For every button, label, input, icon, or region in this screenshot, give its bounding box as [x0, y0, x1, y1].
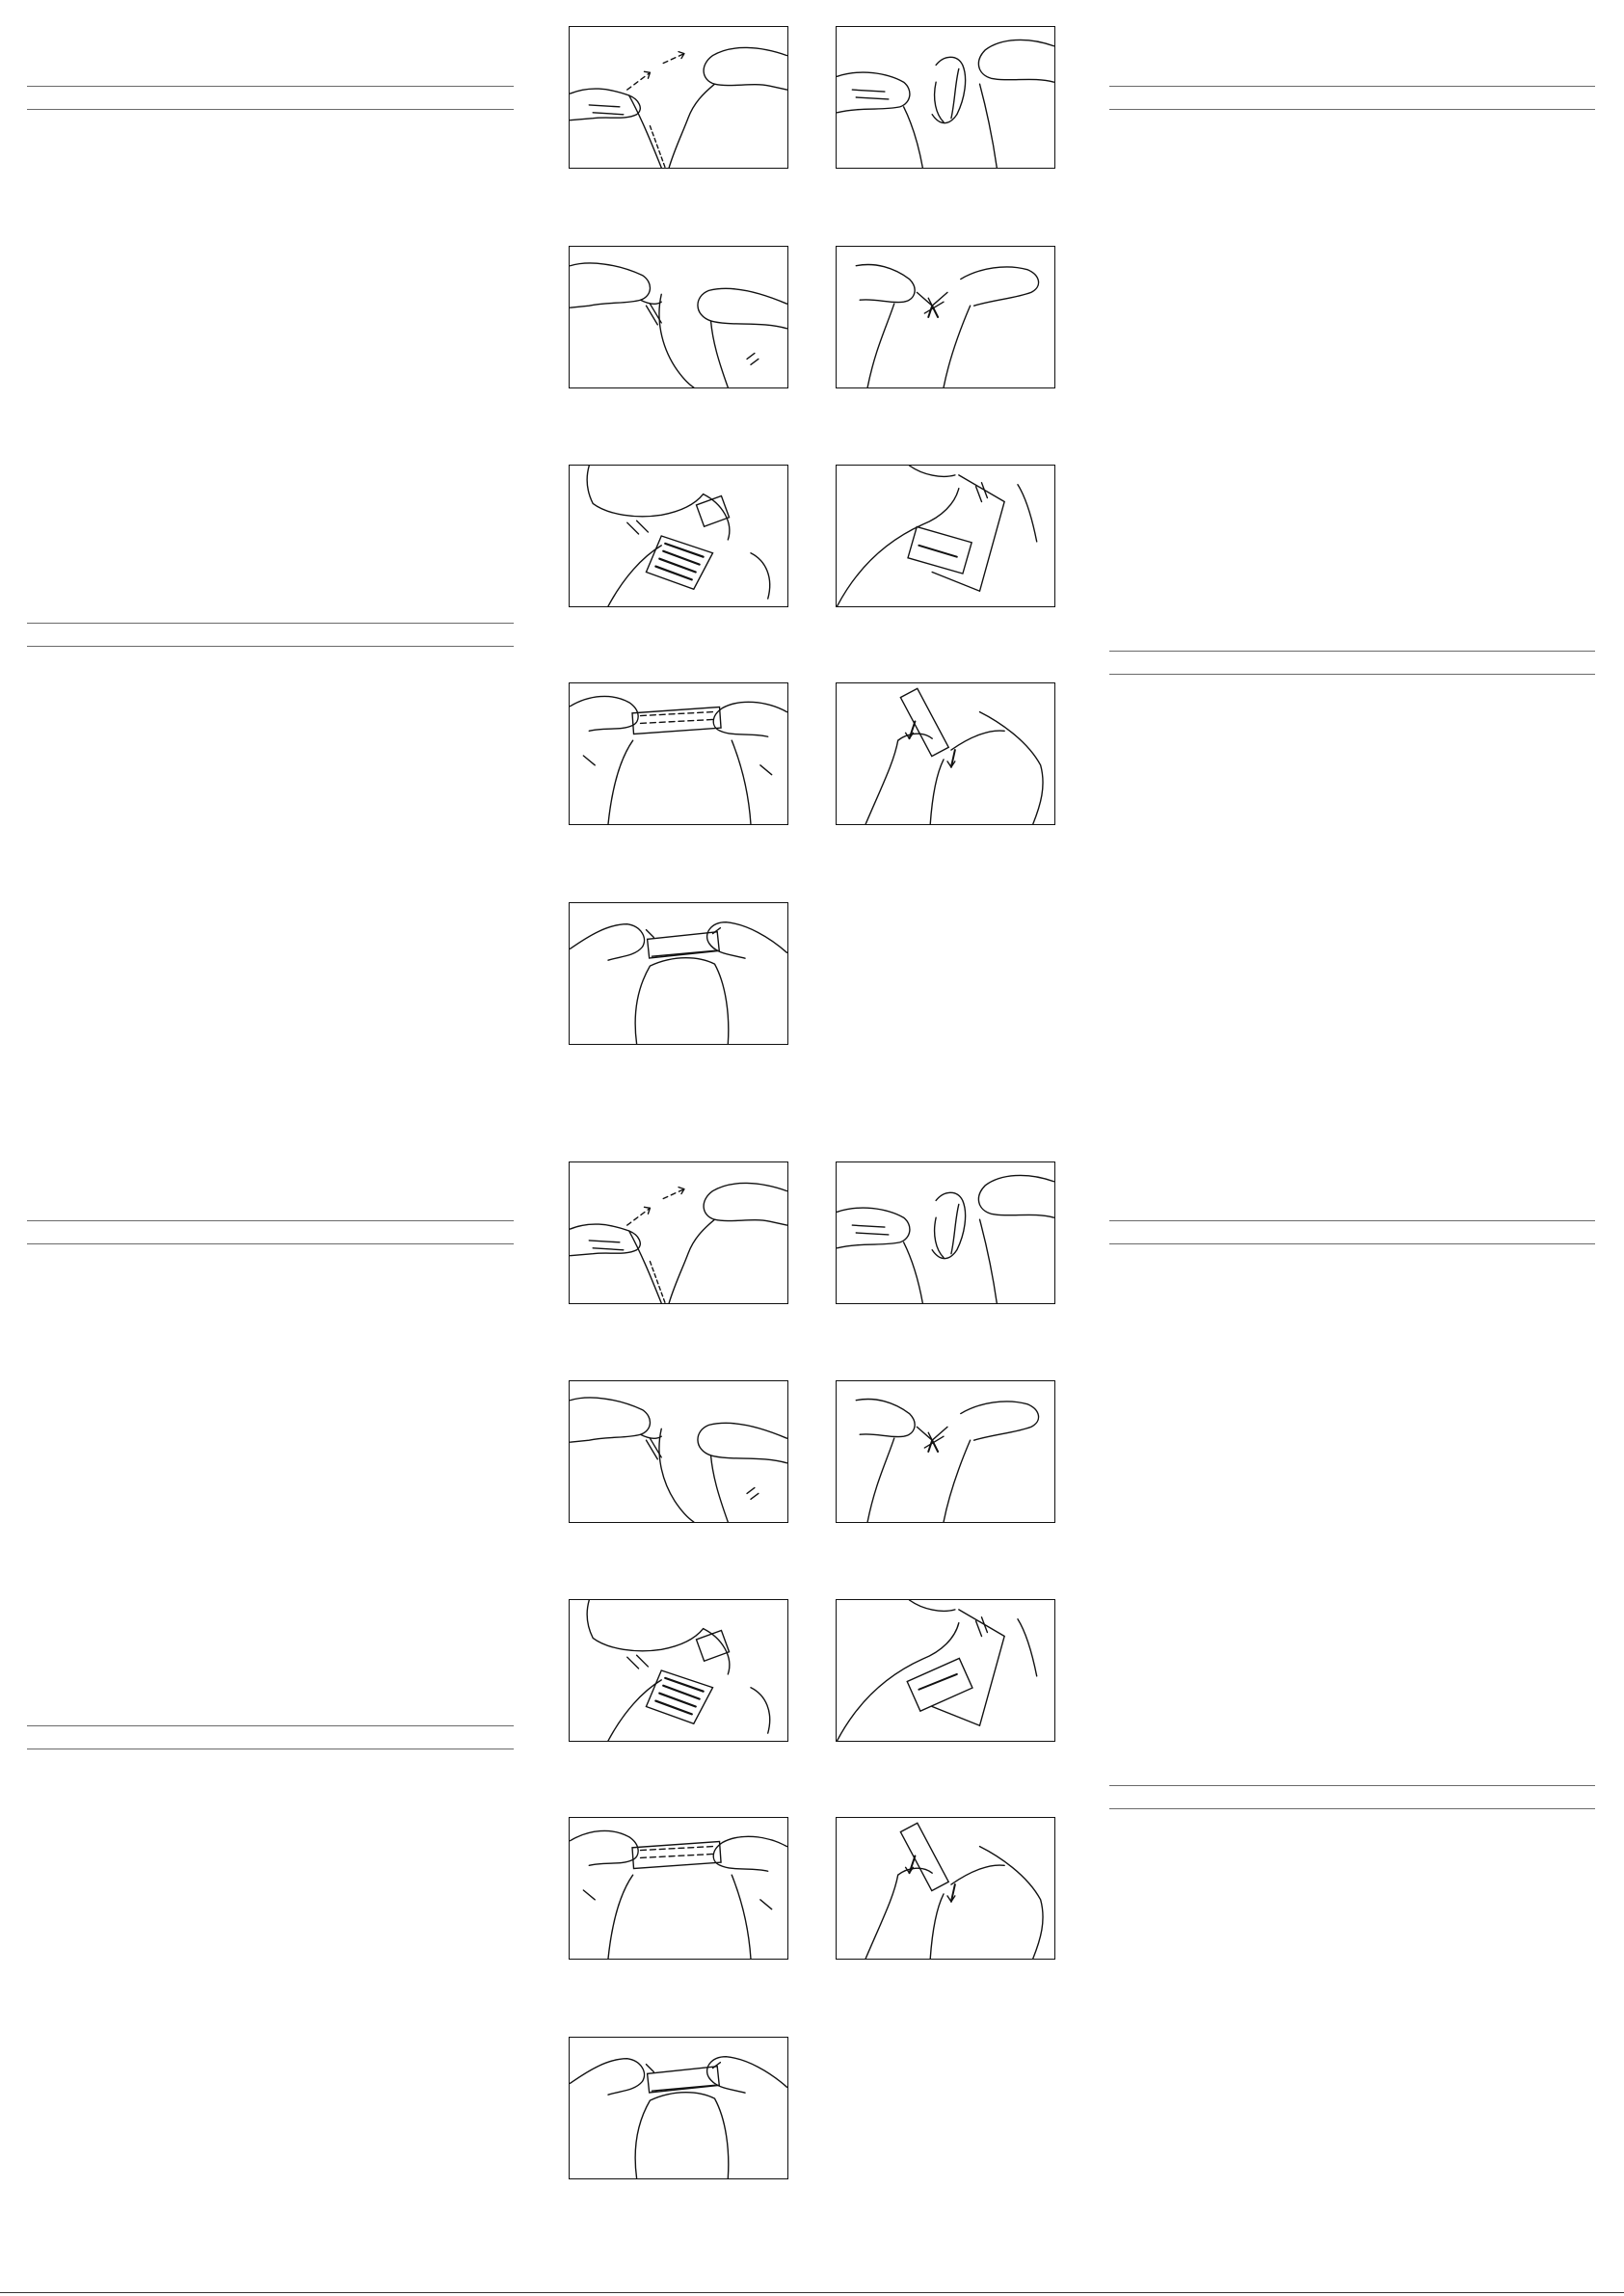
press-ostomy-flange-icon [837, 27, 1054, 168]
illustration-panel [569, 682, 788, 825]
illustration-panel [569, 902, 788, 1045]
pinch-tab-icon [570, 1381, 787, 1522]
secure-closure-icon [570, 903, 787, 1044]
illustration-panel [836, 26, 1055, 169]
attached-pouch-with-label-icon [837, 1600, 1054, 1741]
illustration-panel [569, 1380, 788, 1523]
page-bottom-rule [0, 2292, 1624, 2293]
stretch-skin-with-fingers-icon [570, 1162, 787, 1303]
section-rule-upper-8 [1109, 1785, 1595, 1786]
illustration-panel [836, 465, 1055, 607]
section-rule-upper-2 [27, 623, 514, 624]
close-clamp-arrows-icon [837, 683, 1054, 824]
section-rule-lower-2 [27, 646, 514, 647]
press-ostomy-flange-icon [837, 1162, 1054, 1303]
illustration-panel [569, 1817, 788, 1960]
pinch-tab-icon [570, 247, 787, 387]
section-rule-upper-4 [27, 1725, 514, 1726]
illustration-panel [569, 246, 788, 388]
section-rule-lower-8 [1109, 1808, 1595, 1809]
illustration-panel [836, 1817, 1055, 1960]
fold-clamp-icon [837, 247, 1054, 387]
illustration-panel [569, 1161, 788, 1304]
illustration-panel [569, 465, 788, 607]
illustration-panel [569, 2037, 788, 2179]
section-rule-lower-1 [27, 109, 514, 110]
illustration-panel [836, 1599, 1055, 1742]
fold-clamp-icon [837, 1381, 1054, 1522]
section-rule-lower-7 [1109, 1243, 1595, 1244]
grip-wafer-icon [570, 1600, 787, 1741]
section-rule-upper-1 [27, 86, 514, 87]
illustration-panel [836, 1380, 1055, 1523]
illustration-panel [836, 682, 1055, 825]
illustration-panel [569, 26, 788, 169]
section-rule-upper-5 [1109, 86, 1595, 87]
attached-pouch-with-label-icon [837, 466, 1054, 606]
hold-clamp-bar-icon [570, 683, 787, 824]
secure-closure-icon [570, 2038, 787, 2178]
section-rule-upper-3 [27, 1220, 514, 1221]
section-rule-lower-3 [27, 1243, 514, 1244]
stretch-skin-with-fingers-icon [570, 27, 787, 168]
close-clamp-arrows-icon [837, 1818, 1054, 1959]
hold-clamp-bar-icon [570, 1818, 787, 1959]
illustration-panel [836, 1161, 1055, 1304]
grip-wafer-icon [570, 466, 787, 606]
section-rule-upper-6 [1109, 651, 1595, 652]
section-rule-lower-5 [1109, 109, 1595, 110]
illustration-panel [569, 1599, 788, 1742]
section-rule-upper-7 [1109, 1220, 1595, 1221]
section-rule-lower-6 [1109, 674, 1595, 675]
illustration-panel [836, 246, 1055, 388]
